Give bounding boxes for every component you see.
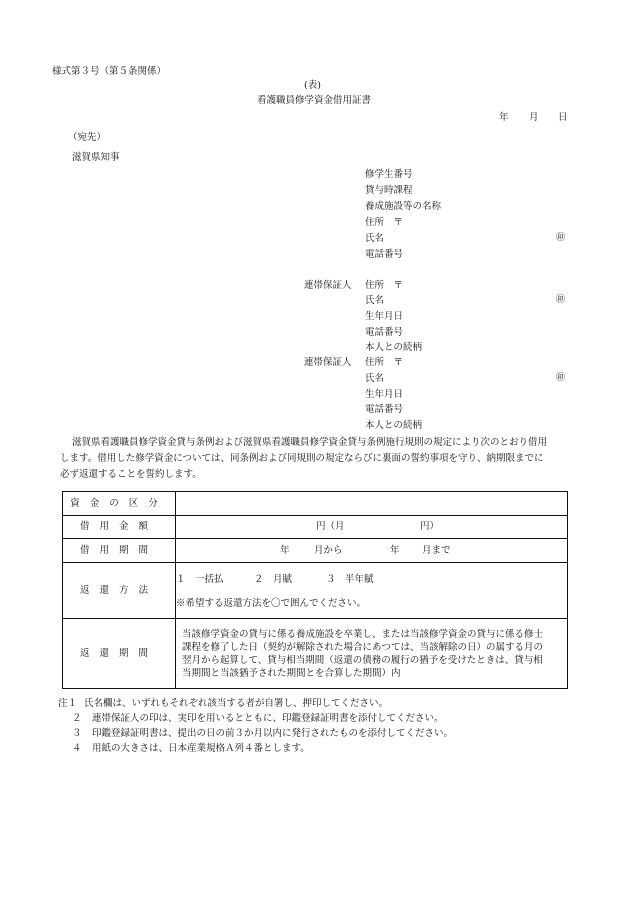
guarantor1-name-label: 氏名 <box>365 295 385 306</box>
method-option-lump-sum[interactable]: １ 一括払 <box>176 574 224 585</box>
table-row-period <box>63 539 568 563</box>
borrower-phone-label: 電話番号 <box>365 249 404 260</box>
guarantor2-phone-label: 電話番号 <box>365 404 404 415</box>
guarantor2-name-label: 氏名 <box>365 373 385 384</box>
note-text: 連帯保証人の印は、実印を用いるとともに、印鑑登録証明書を添付してください。 <box>92 713 444 724</box>
note-number: ３ <box>72 728 82 739</box>
category-label: 資金の区分 <box>63 492 176 516</box>
note-text: 用紙の大きさは、日本産業規格Ａ列４番とします。 <box>92 743 310 754</box>
course-label: 貸与時課程 <box>365 185 413 196</box>
amount-yen-monthly: 円（月 <box>316 521 345 532</box>
facility-label: 養成施設等の名称 <box>365 201 442 212</box>
guarantor2-label: 連帯保証人 <box>304 357 352 368</box>
loan-details-table <box>62 491 568 689</box>
borrower-address-label: 住所 〒 <box>365 217 404 228</box>
period-start-month: 月から <box>314 544 343 556</box>
note-number: 注１ <box>58 698 78 709</box>
period-value[interactable] <box>176 539 568 563</box>
table-row-method <box>63 563 568 619</box>
method-option-monthly[interactable]: ２ 月賦 <box>254 574 293 585</box>
pledge-line-3: 必ず返還することを誓約します。 <box>60 469 202 480</box>
pledge-line-1: 滋賀県看護職員修学資金貸与条例および滋賀県看護職員修学資金貸与条例施行規則の規定により次のとおり借用 <box>72 437 548 448</box>
date-year-label: 年 <box>499 112 509 123</box>
guarantor1-birth-label: 生年月日 <box>365 311 404 322</box>
note-2 <box>72 714 444 724</box>
amount-label: 借用金額 <box>63 516 176 539</box>
borrower-seal-icon: ㊞ <box>556 233 566 243</box>
period-end-month: 月まで <box>422 544 451 556</box>
note-number: ２ <box>72 713 82 724</box>
date-month-label: 月 <box>529 112 539 123</box>
method-label: 返還方法 <box>63 563 176 619</box>
repay-period-value <box>176 619 568 689</box>
student-number-label: 修学生番号 <box>365 169 413 180</box>
guarantor2-seal-icon: ㊞ <box>556 373 566 383</box>
repay-period-label: 返還期間 <box>63 619 176 689</box>
method-option-semiannual[interactable]: ３ 半年賦 <box>326 574 374 585</box>
repay-period-line: 当期間と当該猶予された期間とを合算した期間）内 <box>182 667 401 679</box>
date-day-label: 日 <box>558 112 568 123</box>
note-1 <box>58 699 388 709</box>
repay-period-line: 課程を修了した日（契約が解除された場合にあつては、当該解除の日）の属する月の <box>182 641 544 653</box>
note-text: 印鑑登録証明書は、提出の日の前３か月以内に発行されたものを添付してください。 <box>92 728 454 739</box>
repay-period-line: 翌月から起算して、貸与相当期間（返還の債務の履行の猶予を受けたときは、貸与相 <box>182 654 543 666</box>
note-text: 氏名欄は、いずれもそれぞれ該当する者が自署し、押印してください。 <box>84 698 389 709</box>
method-value[interactable] <box>176 563 568 619</box>
period-start-year: 年 <box>280 544 290 556</box>
guarantor1-relation-label: 本人との続柄 <box>365 342 423 353</box>
pledge-line-2: します。借用した修学資金については、同条例および同規則の規定ならびに裏面の誓約事項を守り、納期限までに <box>60 453 544 464</box>
guarantor2-address-label: 住所 〒 <box>365 357 404 368</box>
table-row-category <box>63 492 568 516</box>
borrower-name-label: 氏名 <box>365 233 385 244</box>
guarantor2-relation-label: 本人との続柄 <box>365 420 423 431</box>
guarantor1-address-label: 住所 〒 <box>365 280 404 291</box>
side-label: (表) <box>304 80 321 91</box>
guarantor2-birth-label: 生年月日 <box>365 389 404 400</box>
method-note: ※希望する返還方法を〇で囲んでください。 <box>176 597 367 609</box>
repay-period-line: 当該修学資金の貸与に係る養成施設を卒業し、または当該修学資金の貸与に係る修士 <box>182 628 544 640</box>
table-row-amount <box>63 516 568 539</box>
form-number: 様式第３号（第５条関係） <box>52 66 167 77</box>
guarantor1-label: 連帯保証人 <box>304 280 352 291</box>
note-4 <box>72 744 310 754</box>
note-number: ４ <box>72 743 82 754</box>
amount-value[interactable] <box>176 516 568 539</box>
addressee-label: （宛先） <box>68 132 107 143</box>
note-3 <box>72 729 453 739</box>
amount-yen-close: 円） <box>420 521 440 532</box>
guarantor1-phone-label: 電話番号 <box>365 327 404 338</box>
document-title: 看護職員修学資金借用証書 <box>257 95 372 106</box>
addressee: 滋賀県知事 <box>72 152 120 163</box>
period-label: 借用期間 <box>63 539 176 563</box>
guarantor1-seal-icon: ㊞ <box>556 295 566 305</box>
period-end-year: 年 <box>390 544 400 556</box>
category-value[interactable] <box>176 492 568 516</box>
table-row-repay-period <box>63 619 568 689</box>
